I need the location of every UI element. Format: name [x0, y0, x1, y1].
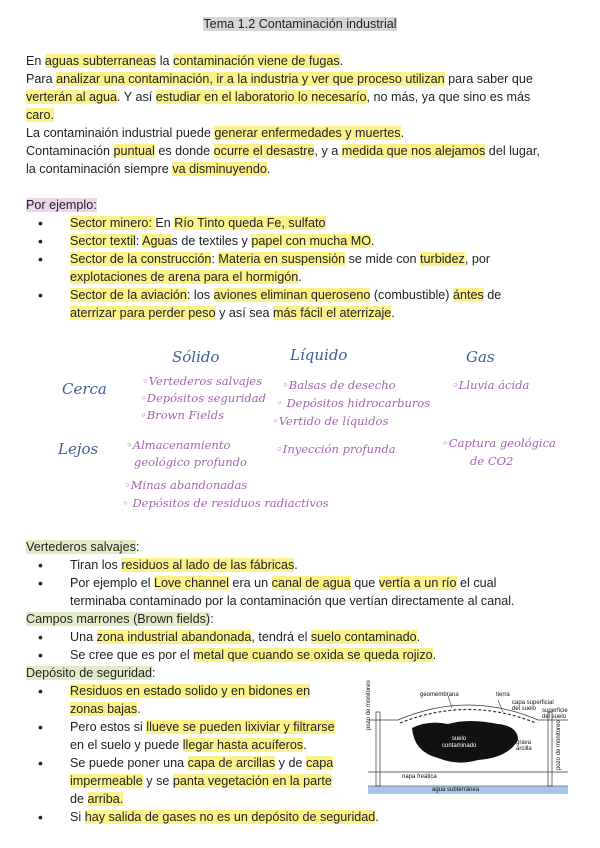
highlight-text: Sector de la aviación	[70, 288, 187, 302]
list-item	[70, 790, 355, 808]
bullet: •	[38, 755, 43, 771]
cell-cerca-liquido: ◦ Depósitos hidrocarburos	[276, 396, 431, 410]
bullet: •	[38, 575, 43, 591]
text-run: de	[70, 792, 88, 806]
text-run: .	[266, 162, 271, 176]
cell-lejos-solido: ◦Almacenamiento	[126, 438, 231, 452]
text-run: (combustible)	[370, 288, 453, 302]
label-capa-superficial: capa superficial del suelo	[512, 700, 554, 712]
list-item	[70, 628, 420, 646]
text-run: , tendrá el	[251, 630, 311, 644]
text-run: .	[400, 126, 405, 140]
text-run: .	[339, 54, 344, 68]
text-run: Se puede poner una	[70, 756, 188, 770]
text-run: Si	[70, 810, 85, 824]
text-run: que	[350, 576, 379, 590]
highlight-text: ántes	[452, 288, 484, 302]
highlight-text: explotaciones de arena para el hormigón	[70, 270, 299, 284]
text-run: y de	[275, 756, 306, 770]
bullet: •	[38, 629, 43, 645]
cell-lejos-solido: geológico profundo	[134, 455, 247, 469]
highlight-text: Río Tinto queda Fe, sulfato	[174, 216, 326, 230]
label-suelo-contaminado: suelo contaminado	[442, 736, 477, 749]
bullet: •	[38, 287, 43, 303]
text-run: .	[375, 810, 379, 824]
section-heading-deposito: Depósito de seguridad:	[26, 666, 156, 680]
text-run: y se	[142, 774, 173, 788]
highlight-text: Residuos en estado solido y en bidones en	[70, 684, 311, 698]
text-run: .	[137, 702, 141, 716]
highlight-text: más fácil el aterrizaje	[273, 306, 392, 320]
list-item	[70, 772, 355, 790]
highlight-text: zona industrial abandonada	[96, 630, 252, 644]
highlight-text: impermeable	[70, 774, 143, 788]
page-title: Tema 1.2 Contaminación industrial	[203, 17, 397, 31]
text-run: .	[371, 234, 375, 248]
col-header-solido: Sólido	[172, 348, 220, 366]
highlight-text: caro.	[26, 108, 54, 122]
label-pozo-derecho: pozo de monitoreo	[556, 720, 562, 770]
text-run: es donde	[154, 144, 214, 158]
highlight-text: estudiar en el laboratorio lo necesarío	[155, 90, 367, 104]
intro-line	[26, 52, 582, 70]
label-grava: grava arcilla	[516, 740, 532, 752]
highlight-text: metal que cuando se oxida se queda rojizo	[193, 648, 433, 662]
text-run: .	[294, 558, 298, 572]
section-heading-ejemplo: Por ejemplo:	[26, 198, 97, 212]
label-superficie: superficie del suelo	[542, 708, 568, 720]
text-run: Se cree que es por el	[70, 648, 194, 662]
cell-cerca-solido: ◦Brown Fields	[140, 408, 224, 422]
text-run: :	[135, 234, 143, 248]
cell-lejos-gas: de CO2	[470, 454, 514, 468]
text-run: Contaminación	[26, 144, 114, 158]
highlight-text: canal de agua	[271, 576, 351, 590]
highlight-text: hay salida de gases no es un depósito de seguridad	[84, 810, 376, 824]
highlight-text: capa	[305, 756, 334, 770]
bullet: •	[38, 719, 43, 735]
text-run: .	[416, 630, 421, 644]
text-run: En	[155, 216, 175, 230]
bullet: •	[38, 683, 43, 699]
list-item	[70, 682, 355, 700]
intro-line	[26, 70, 582, 88]
highlight-text: aguas subterraneas	[44, 54, 157, 68]
text-run: : los	[186, 288, 214, 302]
cell-cerca-solido: ◦Vertederos salvajes	[142, 374, 262, 388]
label-napa: napa freática	[402, 774, 437, 780]
list-item	[70, 556, 298, 574]
list-item	[70, 574, 496, 592]
label-pozo-izquierdo: pozo de monitoreo	[366, 680, 372, 730]
highlight-text: Materia en suspensión	[218, 252, 346, 266]
list-item	[70, 214, 326, 232]
text-run: la contaminación siempre	[26, 162, 173, 176]
text-run: del lugar,	[485, 144, 540, 158]
highlight-text: vertía a un río	[378, 576, 457, 590]
label-tierra: tierra	[496, 692, 510, 698]
bullet: •	[38, 251, 43, 267]
list-item	[70, 736, 355, 754]
highlight-text: capa de arcillas	[187, 756, 276, 770]
text-run: y así sea	[215, 306, 274, 320]
text-run: En	[26, 54, 45, 68]
list-item	[70, 718, 355, 736]
text-run: .	[298, 270, 302, 284]
cell-cerca-liquido: ◦Vertido de líquidos	[272, 414, 389, 428]
list-item	[70, 304, 395, 322]
text-run: el cual	[456, 576, 497, 590]
list-item	[70, 808, 379, 826]
highlight-text: llueve se pueden lixiviar y filtrarse	[146, 720, 335, 734]
list-item	[70, 232, 375, 250]
highlight-text: Sector minero:	[70, 216, 156, 230]
highlight-text: aviones eliminan queroseno	[213, 288, 371, 302]
text-run: la	[156, 54, 174, 68]
col-header-liquido: Líquido	[290, 346, 348, 364]
text-run: La contaminaión industrial puede	[26, 126, 215, 140]
highlight-text: arriba.	[87, 792, 124, 806]
list-item	[70, 268, 302, 286]
highlight-text: verterán al agua	[26, 90, 118, 104]
text-run: Una	[70, 630, 97, 644]
text-run: s de textiles y	[171, 234, 252, 248]
row-header-lejos: Lejos	[58, 440, 99, 458]
highlight-text: analizar una contaminación, ir a la industria y ver que proceso utilizan	[56, 72, 445, 86]
highlight-text: medida que nos alejamos	[341, 144, 486, 158]
intro-line	[26, 88, 582, 106]
landfill-diagram	[366, 680, 568, 794]
section-heading-campos: Campos marrones (Brown fields):	[26, 612, 214, 626]
list-item	[70, 646, 436, 664]
list-item	[70, 286, 501, 304]
text-run: era un	[228, 576, 272, 590]
text-run: Para	[26, 72, 57, 86]
list-item	[70, 754, 355, 772]
intro-line	[26, 160, 582, 178]
highlight-text: contaminación viene de fugas	[173, 54, 340, 68]
text-run: , y a	[314, 144, 342, 158]
text-run: en el suelo y puede	[70, 738, 183, 752]
bullet: •	[38, 647, 43, 663]
text-run: Tiran los	[70, 558, 122, 572]
cell-lejos-extra: ◦Minas abandonadas	[124, 478, 248, 492]
highlight-text: Sector textil	[70, 234, 136, 248]
label-geomembrana: geomembrana	[420, 692, 459, 698]
intro-line	[26, 142, 582, 160]
text-run: para saber que	[444, 72, 533, 86]
text-run: . Y así	[117, 90, 156, 104]
bullet: •	[38, 215, 43, 231]
text-run: .	[303, 738, 307, 752]
cell-cerca-solido: ◦Depósitos seguridad	[140, 391, 267, 405]
text-run: :	[211, 252, 219, 266]
highlight-text: turbidez	[420, 252, 465, 266]
text-run: , por	[464, 252, 491, 266]
text-run: se mide con	[345, 252, 421, 266]
highlight-text: puntual	[113, 144, 155, 158]
list-item	[70, 700, 355, 718]
highlight-text: aterrizar para perder peso	[70, 306, 216, 320]
text-run: terminaba contaminado por la contaminación que vertían directamente al canal.	[70, 594, 515, 608]
text-run: Pero estos si	[70, 720, 147, 734]
highlight-text: Agua	[142, 234, 172, 248]
bullet: •	[38, 557, 43, 573]
highlight-text: Sector de la construcción	[70, 252, 212, 266]
cell-lejos-gas: ◦Captura geológica	[442, 436, 556, 450]
highlight-text: residuos al lado de las fábricas	[121, 558, 295, 572]
intro-line	[26, 106, 582, 124]
cell-cerca-gas: ◦Lluvia ácida	[452, 378, 530, 392]
row-header-cerca: Cerca	[62, 380, 107, 398]
label-agua: agua subterránea	[432, 787, 480, 793]
col-header-gas: Gas	[466, 348, 495, 366]
highlight-text: suelo contaminado	[310, 630, 417, 644]
list-item	[70, 250, 490, 268]
text-run: , no más, ya que sino es más	[366, 90, 531, 104]
highlight-text: generar enfermedades y muertes	[214, 126, 401, 140]
highlight-text: ocurre el desastre	[213, 144, 315, 158]
text-run: .	[391, 306, 395, 320]
list-item	[70, 592, 515, 610]
highlight-text: Love channel	[154, 576, 229, 590]
highlight-text: panta vegetación en la parte	[172, 774, 332, 788]
highlight-text: zonas bajas	[70, 702, 138, 716]
cell-cerca-liquido: ◦Balsas de desecho	[282, 378, 396, 392]
bullet: •	[38, 809, 43, 825]
section-heading-vertederos: Vertederos salvajes:	[26, 540, 140, 554]
cell-lejos-extra: ◦ Depósitos de residuos radiactivos	[122, 496, 329, 510]
highlight-text: va disminuyendo	[172, 162, 267, 176]
text-run: de	[483, 288, 502, 302]
bullet: •	[38, 233, 43, 249]
highlight-text: llegar hasta acuíferos	[182, 738, 304, 752]
text-run: .	[432, 648, 437, 662]
text-run: Por ejemplo el	[70, 576, 154, 590]
highlight-text: papel con mucha MO	[251, 234, 372, 248]
cell-lejos-liquido: ◦Inyección profunda	[276, 442, 396, 456]
intro-line	[26, 124, 582, 142]
